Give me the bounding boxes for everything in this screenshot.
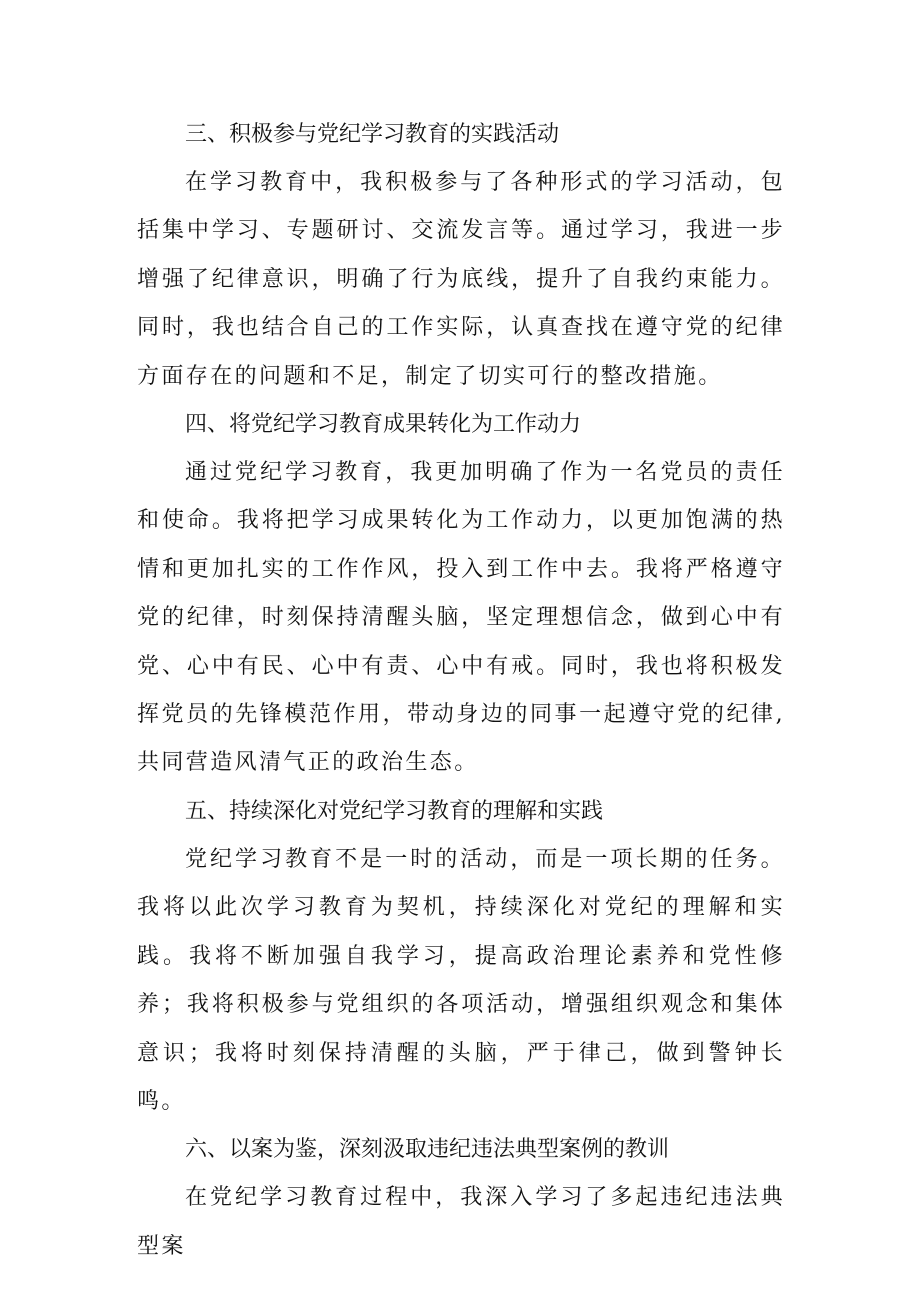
section-paragraph-6: 在党纪学习教育过程中，我深入学习了多起违纪违法典型案 <box>137 1185 785 1259</box>
document-body <box>137 111 785 1271</box>
section-paragraph-3: 在学习教育中，我积极参与了各种形式的学习活动，包括集中学习、专题研讨、交流发言等。通过学习，我进一步增强了纪律意识，明确了行为底线，提升了自我约束能力。同时，我也结合自己的工作实际，认真查找在遵守党的纪律方面存在的问题和不足，制定了切实可行的整改措施。 <box>137 170 785 389</box>
section-heading-6: 六、以案为鉴，深刻汲取违纪违法典型案例的教训 <box>185 1137 670 1163</box>
section-heading-4: 四、将党纪学习教育成果转化为工作动力 <box>185 412 582 438</box>
section-paragraph-5: 党纪学习教育不是一时的活动，而是一项长期的任务。我将以此次学习教育为契机，持续深化对党纪的理解和实践。我将不断加强自我学习，提高政治理论素养和党性修养；我将积极参与党组织的各项活动，增强组织观念和集体意识；我将时刻保持清醒的头脑，严于律己，做到警钟长鸣。 <box>137 846 785 1114</box>
section-heading-5: 五、持续深化对党纪学习教育的理解和实践 <box>185 798 604 824</box>
section-paragraph-4: 通过党纪学习教育，我更加明确了作为一名党员的责任和使命。我将把学习成果转化为工作动力，以更加饱满的热情和更加扎实的工作作风，投入到工作中去。我将严格遵守党的纪律，时刻保持清醒头脑，坚定理想信念，做到心中有党、心中有民、心中有责、心中有戒。同时，我也将积极发挥党员的先锋模范作用，带动身边的同事一起遵守党的纪律,共同营造风清气正的政治生态。 <box>137 460 785 776</box>
section-heading-3: 三、积极参与党纪学习教育的实践活动 <box>185 122 560 147</box>
